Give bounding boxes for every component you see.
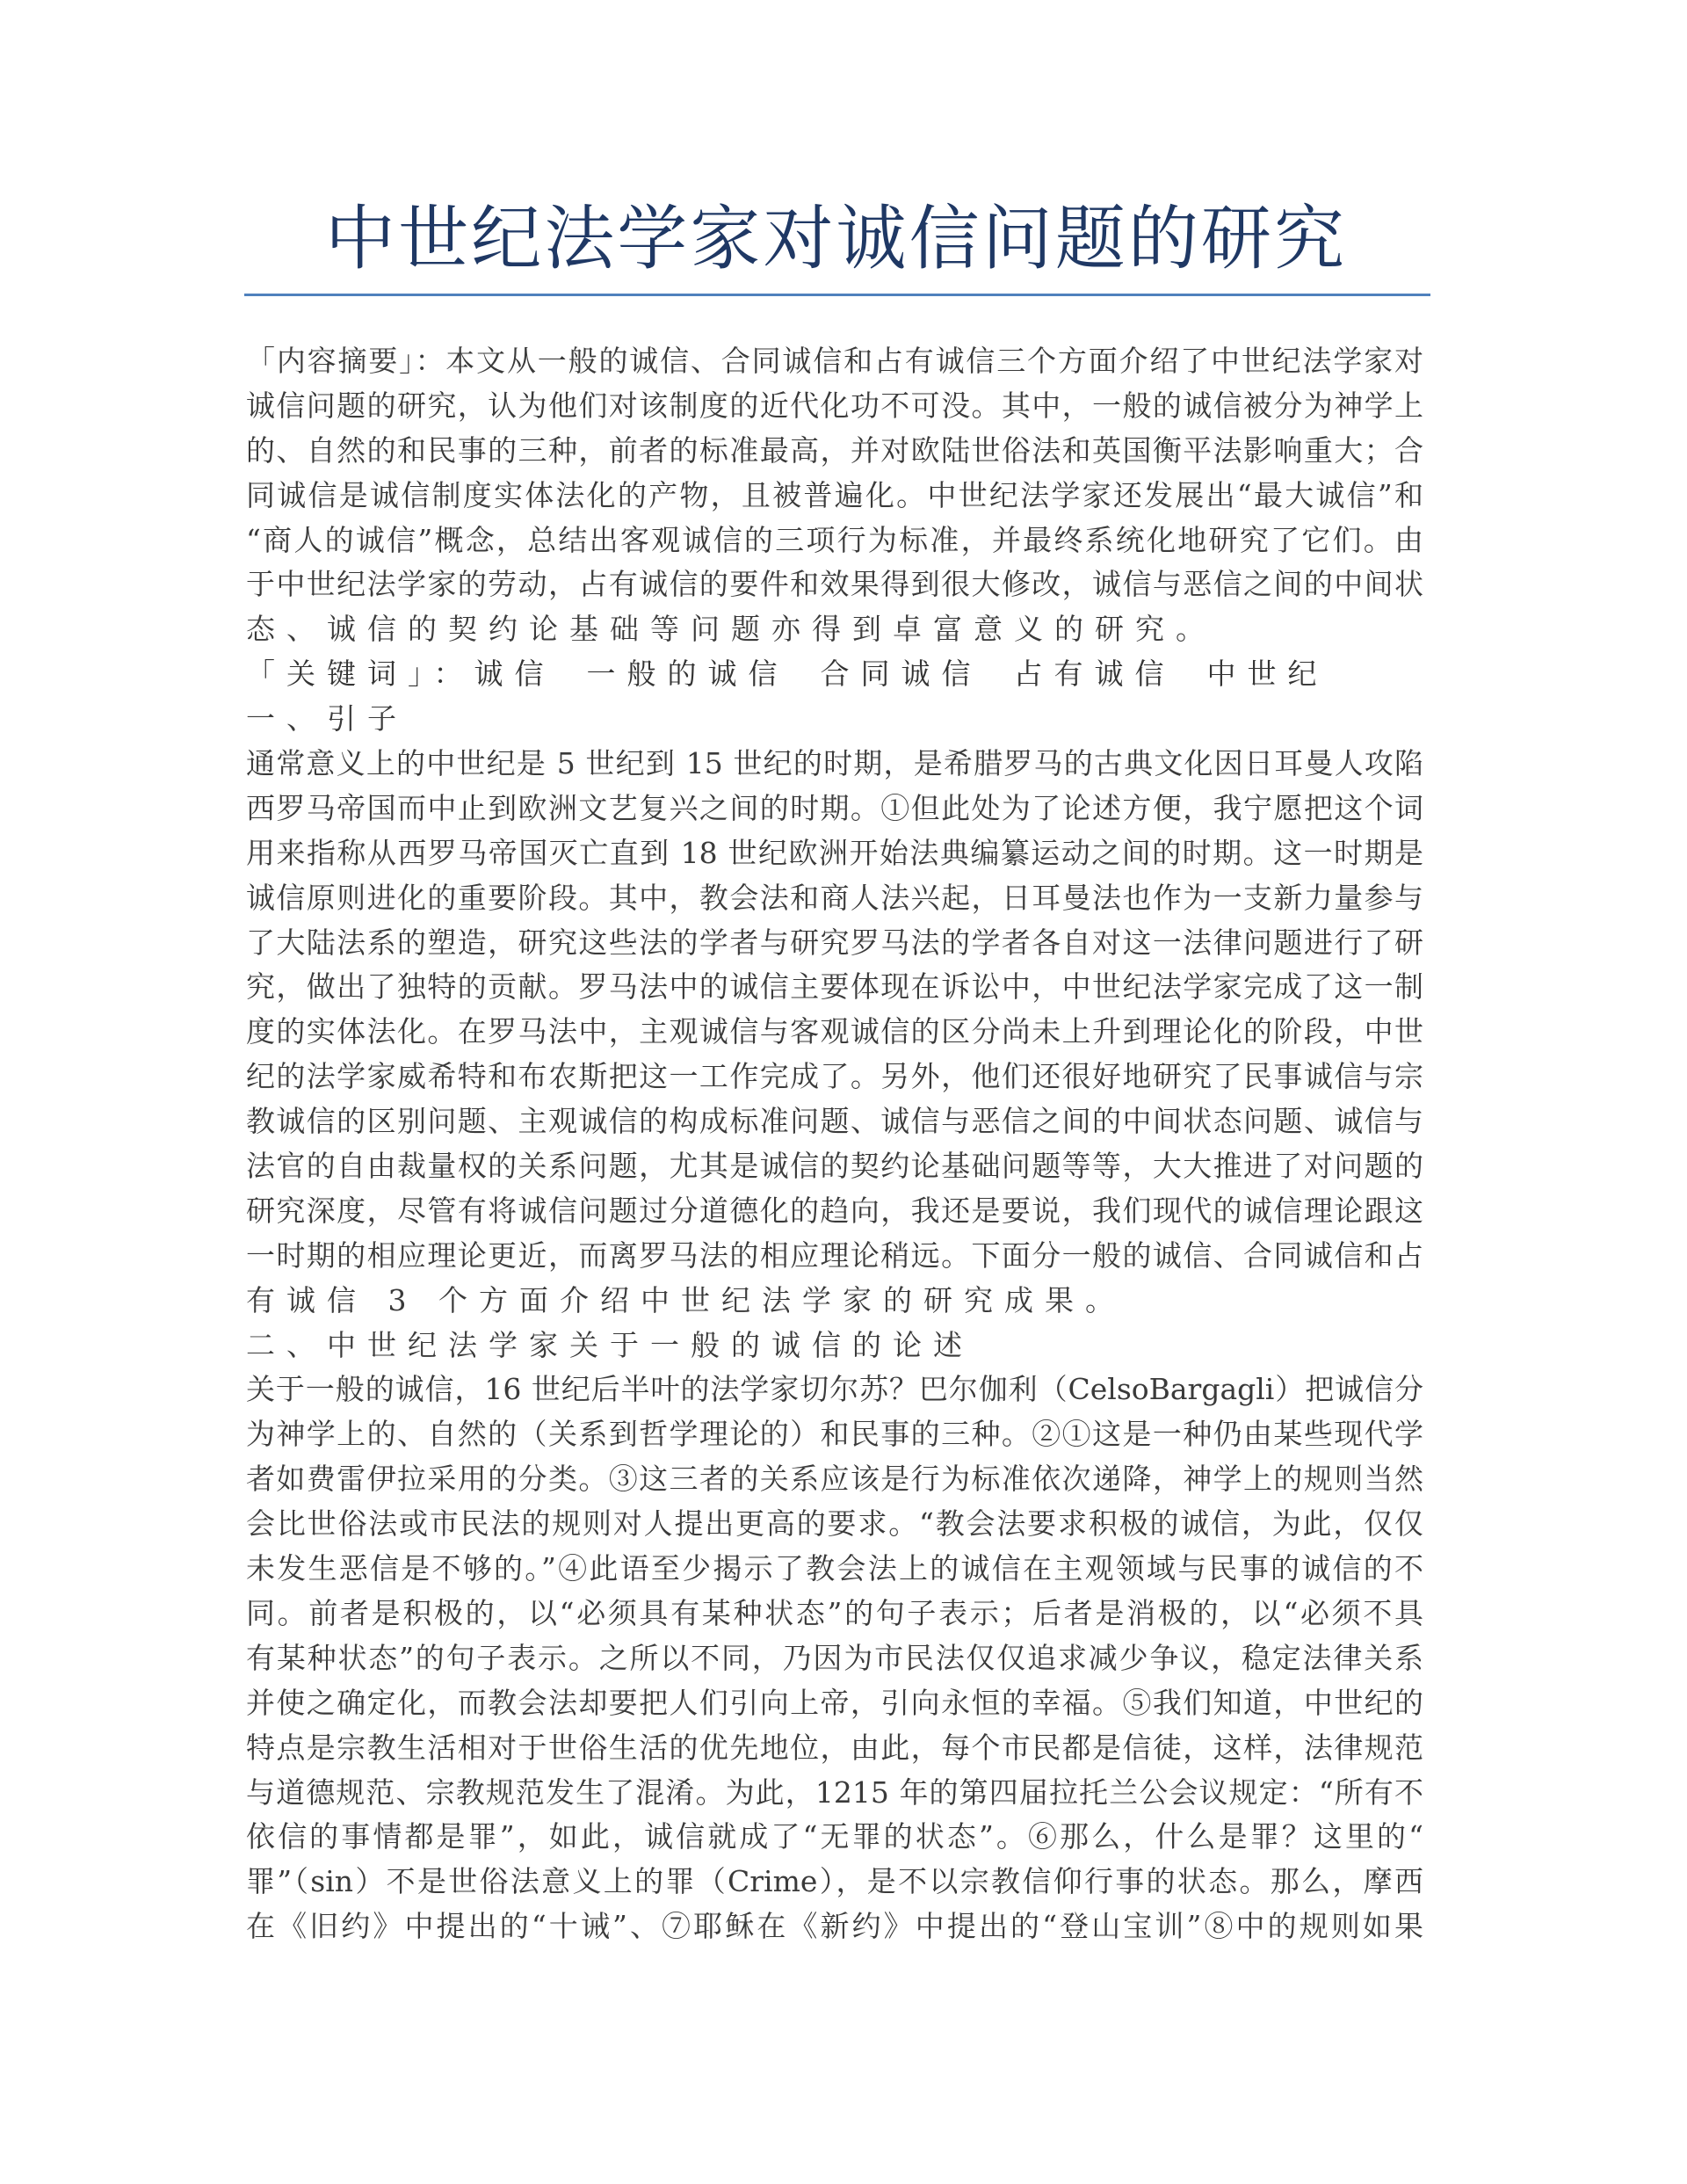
keywords <box>246 652 1423 697</box>
text-line: 有某种状态”的句子表示。之所以不同，乃因为市民法仅仅追求减少争议，稳定法律关系 <box>246 1640 1423 1675</box>
text-line: 与道德规范、宗教规范发生了混淆。为此，1215 年的第四届拉托兰公会议规定：“所有不 <box>246 1774 1423 1810</box>
text-line: 同。前者是积极的，以“必须具有某种状态”的句子表示；后者是消极的，以“必须不具 <box>246 1595 1423 1630</box>
text-line: 诚信原则进化的重要阶段。其中，教会法和商人法兴起，日耳曼法也作为一支新力量参与 <box>246 880 1423 915</box>
text-line: 罪”（sin）不是世俗法意义上的罪（Crime），是不以宗教信仰行事的状态。那么，摩西 <box>246 1864 1423 1899</box>
text-line: 度的实体法化。在罗马法中，主观诚信与客观诚信的区分尚未上升到理论化的阶段，中世 <box>246 1014 1423 1049</box>
text-line: 用来指称从西罗马帝国灭亡直到 18 世纪欧洲开始法典编纂运动之间的时期。这一时期是 <box>246 835 1423 870</box>
text-line: “商人的诚信”概念，总结出客观诚信的三项行为标准，并最终系统化地研究了它们。由 <box>246 522 1423 557</box>
section-paragraph <box>246 1368 1423 1949</box>
section-paragraph <box>246 742 1423 1324</box>
keyword: 占有诚信 <box>1013 657 1176 692</box>
text-line: 究，做出了独特的贡献。罗马法中的诚信主要体现在诉讼中，中世纪法学家完成了这一制 <box>246 969 1423 1005</box>
keyword: 合同诚信 <box>820 657 982 692</box>
text-line: 有诚信 3 个方面介绍中世纪法学家的研究成果。 <box>246 1282 1126 1317</box>
title-divider <box>244 294 1430 296</box>
keyword: 中世纪 <box>1206 657 1329 692</box>
text-line: 依信的事情都是罪”，如此，诚信就成了“无罪的状态”。⑥那么，什么是罪？这里的“ <box>246 1819 1423 1854</box>
section-heading: 一、引子 <box>246 701 408 736</box>
text-line: 一时期的相应理论更近，而离罗马法的相应理论稍远。下面分一般的诚信、合同诚信和占 <box>246 1237 1423 1273</box>
text-line: 同诚信是诚信制度实体法化的产物，且被普遍化。中世纪法学家还发展出“最大诚信”和 <box>246 477 1423 512</box>
text-line: 了大陆法系的塑造，研究这些法的学者与研究罗马法的学者各自对这一法律问题进行了研 <box>246 925 1423 960</box>
text-line: 研究深度，尽管有将诚信问题过分道德化的趋向，我还是要说，我们现代的诚信理论跟这 <box>246 1193 1423 1228</box>
text-line: 者如费雷伊拉采用的分类。③这三者的关系应该是行为标准依次递降，神学上的规则当然 <box>246 1462 1423 1497</box>
document-title: 中世纪法学家对诚信问题的研究 <box>325 198 1344 279</box>
text-line: 教诚信的区别问题、主观诚信的构成标准问题、诚信与恶信之间的中间状态问题、诚信与 <box>246 1104 1423 1139</box>
text-line: 为神学上的、自然的（关系到哲学理论的）和民事的三种。②①这是一种仍由某些现代学 <box>246 1417 1423 1452</box>
abstract <box>246 339 1423 652</box>
text-line: 在《旧约》中提出的“十诫”、⑦耶稣在《新约》中提出的“登山宝训”⑧中的规则如果 <box>246 1909 1423 1944</box>
text-line: 特点是宗教生活相对于世俗生活的优先地位，由此，每个市民都是信徒，这样，法律规范 <box>246 1730 1423 1765</box>
keywords-label: 「关键词」：诚信 <box>246 657 555 692</box>
text-line: 西罗马帝国而中止到欧洲文艺复兴之间的时期。①但此处为了论述方便，我宁愿把这个词 <box>246 790 1423 825</box>
keyword: 一般的诚信 <box>586 657 789 692</box>
text-line: 的、自然的和民事的三种，前者的标准最高，并对欧陆世俗法和英国衡平法影响重大；合 <box>246 432 1423 468</box>
text-line: 会比世俗法或市民法的规则对人提出更高的要求。“教会法要求积极的诚信，为此，仅仅 <box>246 1506 1423 1542</box>
text-line: 纪的法学家威希特和布农斯把这一工作完成了。另外，他们还很好地研究了民事诚信与宗 <box>246 1059 1423 1094</box>
text-line: 态、诚信的契约论基础等问题亦得到卓富意义的研究。 <box>246 612 1216 647</box>
text-line: 关于一般的诚信，16 世纪后半叶的法学家切尔苏？巴尔伽利（CelsoBargagli）把诚信分 <box>246 1372 1423 1407</box>
text-line: 并使之确定化，而教会法却要把人们引向上帝，引向永恒的幸福。⑤我们知道，中世纪的 <box>246 1685 1423 1720</box>
text-line: 诚信问题的研究，认为他们对该制度的近代化功不可没。其中，一般的诚信被分为神学上 <box>246 388 1423 423</box>
document-body <box>246 339 1423 1949</box>
text-line: 「内容摘要」：本文从一般的诚信、合同诚信和占有诚信三个方面介绍了中世纪法学家对 <box>246 344 1423 378</box>
text-line: 通常意义上的中世纪是 5 世纪到 15 世纪的时期，是希腊罗马的古典文化因日耳曼人攻陷 <box>246 746 1423 781</box>
section-heading: 二、中世纪法学家关于一般的诚信的论述 <box>246 1327 974 1362</box>
text-line: 于中世纪法学家的劳动，占有诚信的要件和效果得到很大修改，诚信与恶信之间的中间状 <box>246 567 1423 602</box>
text-line: 未发生恶信是不够的。”④此语至少揭示了教会法上的诚信在主观领域与民事的诚信的不 <box>246 1551 1423 1586</box>
text-line: 法官的自由裁量权的关系问题，尤其是诚信的契约论基础问题等等，大大推进了对问题的 <box>246 1149 1423 1184</box>
